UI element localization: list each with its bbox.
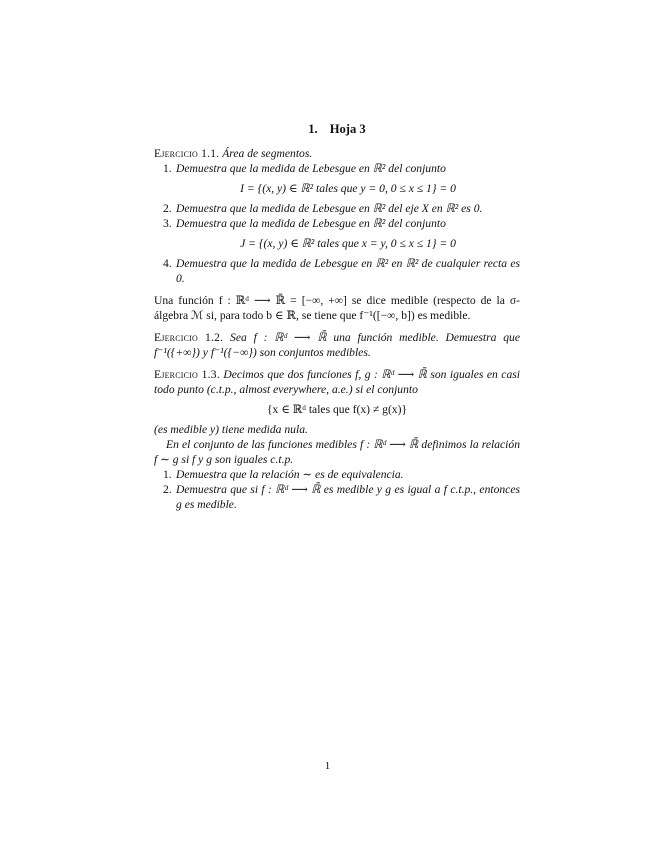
- section-title-text: Hoja 3: [329, 122, 366, 136]
- exercise-1-1: [154, 146, 520, 286]
- exercise-1-1-list: [154, 161, 520, 286]
- item-number: 2.: [163, 483, 172, 496]
- definition-paragraph: Una función f : ℝᵈ ⟶ ℝ̄ = [−∞, +∞] se dice medible (respecto de la σ-álgebra ℳ si, para todo b ∈ ℝ, se tiene que f⁻¹([−∞, b]) es medible.: [154, 294, 520, 322]
- exercise-1-3-after-formula: (es medible y) tiene medida nula.: [154, 423, 308, 436]
- item-number: 3.: [163, 217, 172, 230]
- document-page: [154, 122, 520, 512]
- section-number: 1.: [308, 122, 318, 136]
- exercise-1-3-list: [154, 467, 520, 512]
- item-text: Demuestra que la medida de Lebesgue en ℝ² en ℝ² de cualquier recta es 0.: [176, 257, 520, 285]
- exercise-1-3: [154, 367, 520, 512]
- exercise-1-3-label: Ejercicio 1.3.: [154, 368, 220, 381]
- exercise-1-3-paragraph-2: En el conjunto de las funciones medibles f : ℝᵈ ⟶ ℝ̄ definimos la relación f ∼ g si f y g son iguales c.t.p.: [154, 438, 520, 466]
- exercise-1-1-header: [154, 146, 520, 161]
- list-item: [154, 216, 520, 251]
- exercise-1-1-title: Área de segmentos.: [222, 147, 313, 160]
- exercise-1-2: [154, 330, 520, 360]
- list-item: [154, 482, 520, 512]
- item-number: 4.: [163, 257, 172, 270]
- list-item: [154, 161, 520, 196]
- exercise-1-2-text: Sea f : ℝᵈ ⟶ ℝ̄ una función medible. Demuestra que f⁻¹({+∞}) y f⁻¹({−∞}) son conjuntos medibles.: [154, 331, 520, 359]
- exercise-1-2-label: Ejercicio 1.2.: [154, 331, 224, 344]
- list-item: [154, 201, 520, 216]
- item-text: Demuestra que la medida de Lebesgue en ℝ² del conjunto: [176, 217, 446, 230]
- exercise-1-3-text: Decimos que dos funciones f, g : ℝᵈ ⟶ ℝ̄ son iguales en casi todo punto (c.t.p., almost everywhere, a.e.) si el conjunto: [154, 368, 520, 396]
- item-number: 2.: [163, 202, 172, 215]
- list-item: [154, 256, 520, 286]
- page-number: 1: [324, 760, 331, 772]
- formula-set: {x ∈ ℝᵈ tales que f(x) ≠ g(x)}: [266, 403, 408, 416]
- formula-i: I = {(x, y) ∈ ℝ² tales que y = 0, 0 ≤ x ≤ 1} = 0: [240, 182, 456, 195]
- item-text: Demuestra que la medida de Lebesgue en ℝ² del eje X en ℝ² es 0.: [176, 202, 483, 215]
- exercise-1-1-label: Ejercicio 1.1.: [154, 147, 220, 160]
- item-text: Demuestra que si f : ℝᵈ ⟶ ℝ̄ es medible y g es igual a f c.t.p., entonces g es medible.: [176, 483, 520, 511]
- item-text: Demuestra que la relación ∼ es de equivalencia.: [176, 468, 404, 481]
- list-item: [154, 467, 520, 482]
- item-text: Demuestra que la medida de Lebesgue en ℝ² del conjunto: [176, 162, 446, 175]
- item-number: 1.: [163, 162, 172, 175]
- formula-j: J = {(x, y) ∈ ℝ² tales que x = y, 0 ≤ x ≤ 1} = 0: [240, 237, 456, 250]
- section-title: [154, 122, 520, 137]
- item-number: 1.: [163, 468, 172, 481]
